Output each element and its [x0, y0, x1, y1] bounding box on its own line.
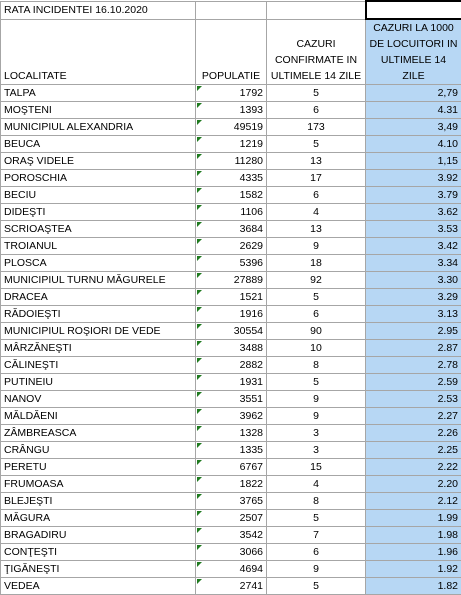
- cell-populatie[interactable]: [196, 204, 267, 221]
- cell-rata[interactable]: 3.29: [366, 289, 461, 306]
- cell-localitate[interactable]: MĂLDĂENI: [1, 408, 196, 425]
- cell-populatie-value: 3066: [240, 546, 263, 558]
- error-indicator-icon: [197, 460, 202, 465]
- cell-localitate[interactable]: MUNICIPIUL ALEXANDRIA: [1, 119, 196, 136]
- error-indicator-icon: [197, 307, 202, 312]
- cell-rata[interactable]: 1.92: [366, 561, 461, 578]
- error-indicator-icon: [197, 171, 202, 176]
- table-row: [1, 170, 461, 187]
- cell-rata[interactable]: 3.13: [366, 306, 461, 323]
- title-cell[interactable]: RATA INCIDENTEI 16.10.2020: [1, 1, 196, 19]
- error-indicator-icon: [197, 154, 202, 159]
- error-indicator-icon: [197, 239, 202, 244]
- cell-localitate[interactable]: MOŞTENI: [1, 102, 196, 119]
- cell-populatie[interactable]: [196, 136, 267, 153]
- cell-populatie[interactable]: [196, 510, 267, 527]
- cell-rata[interactable]: 3.79: [366, 187, 461, 204]
- cell-cazuri[interactable]: 5: [267, 578, 366, 595]
- cell-rata[interactable]: 3.62: [366, 204, 461, 221]
- cell-rata[interactable]: 1.96: [366, 544, 461, 561]
- cell-rata[interactable]: 2.87: [366, 340, 461, 357]
- table-row: [1, 323, 461, 340]
- cell-populatie-value: 3684: [240, 223, 263, 235]
- cell-cazuri[interactable]: 9: [267, 391, 366, 408]
- empty-cell[interactable]: [196, 1, 267, 19]
- selected-cell[interactable]: [366, 1, 461, 19]
- cell-cazuri[interactable]: 6: [267, 187, 366, 204]
- cell-rata[interactable]: 2.26: [366, 425, 461, 442]
- cell-rata[interactable]: 2.53: [366, 391, 461, 408]
- cell-cazuri[interactable]: 6: [267, 544, 366, 561]
- cell-localitate[interactable]: VEDEA: [1, 578, 196, 595]
- cell-populatie[interactable]: [196, 459, 267, 476]
- cell-rata[interactable]: 1.98: [366, 527, 461, 544]
- table-row: [1, 187, 461, 204]
- error-indicator-icon: [197, 324, 202, 329]
- cell-cazuri[interactable]: 5: [267, 289, 366, 306]
- cell-rata[interactable]: 2.12: [366, 493, 461, 510]
- error-indicator-icon: [197, 426, 202, 431]
- cell-localitate[interactable]: RĂDOIEŞTI: [1, 306, 196, 323]
- cell-localitate[interactable]: BRAGADIRU: [1, 527, 196, 544]
- cell-populatie-value: 2629: [240, 240, 263, 252]
- error-indicator-icon: [197, 103, 202, 108]
- cell-cazuri[interactable]: 13: [267, 153, 366, 170]
- cell-localitate[interactable]: CONŢEŞTI: [1, 544, 196, 561]
- error-indicator-icon: [197, 222, 202, 227]
- cell-populatie-value: 1335: [240, 444, 263, 456]
- cell-cazuri[interactable]: 15: [267, 459, 366, 476]
- cell-cazuri[interactable]: 92: [267, 272, 366, 289]
- cell-populatie-value: 1393: [240, 104, 263, 116]
- table-row: [1, 204, 461, 221]
- cell-cazuri[interactable]: 13: [267, 221, 366, 238]
- cell-populatie[interactable]: [196, 544, 267, 561]
- cell-rata[interactable]: 3.34: [366, 255, 461, 272]
- table-row: [1, 510, 461, 527]
- table-row: [1, 374, 461, 391]
- error-indicator-icon: [197, 86, 202, 91]
- table-row: [1, 459, 461, 476]
- table-row: [1, 391, 461, 408]
- cell-cazuri[interactable]: 3: [267, 442, 366, 459]
- cell-localitate[interactable]: MÂRZĂNEŞTI: [1, 340, 196, 357]
- empty-cell[interactable]: [267, 1, 366, 19]
- cell-populatie-value: 1328: [240, 427, 263, 439]
- cell-cazuri[interactable]: 90: [267, 323, 366, 340]
- cell-populatie[interactable]: [196, 85, 267, 102]
- cell-populatie-value: 5396: [240, 257, 263, 269]
- header-localitate[interactable]: LOCALITATE: [1, 19, 196, 85]
- cell-localitate[interactable]: PLOSCA: [1, 255, 196, 272]
- cell-rata[interactable]: 2.20: [366, 476, 461, 493]
- cell-localitate[interactable]: ORAŞ VIDELE: [1, 153, 196, 170]
- error-indicator-icon: [197, 358, 202, 363]
- cell-populatie-value: 1931: [240, 376, 263, 388]
- cell-populatie[interactable]: [196, 102, 267, 119]
- cell-populatie-value: 3488: [240, 342, 263, 354]
- cell-populatie[interactable]: [196, 255, 267, 272]
- table-row: [1, 357, 461, 374]
- cell-cazuri[interactable]: 8: [267, 357, 366, 374]
- error-indicator-icon: [197, 409, 202, 414]
- cell-localitate[interactable]: BLEJEŞTI: [1, 493, 196, 510]
- cell-populatie-value: 4694: [240, 563, 263, 575]
- error-indicator-icon: [197, 273, 202, 278]
- header-cazuri[interactable]: CAZURI CONFIRMATE IN ULTIMELE 14 ZILE: [267, 19, 366, 85]
- cell-rata[interactable]: 4.10: [366, 136, 461, 153]
- cell-cazuri[interactable]: 17: [267, 170, 366, 187]
- error-indicator-icon: [197, 477, 202, 482]
- cell-cazuri[interactable]: 6: [267, 306, 366, 323]
- cell-populatie-value: 11280: [235, 155, 263, 167]
- cell-rata[interactable]: 1.99: [366, 510, 461, 527]
- table-row: [1, 527, 461, 544]
- table-row: [1, 425, 461, 442]
- cell-cazuri[interactable]: 9: [267, 238, 366, 255]
- cell-cazuri[interactable]: 6: [267, 102, 366, 119]
- table-row: [1, 442, 461, 459]
- cell-cazuri[interactable]: 9: [267, 408, 366, 425]
- header-row: [1, 19, 461, 85]
- cell-populatie[interactable]: [196, 170, 267, 187]
- error-indicator-icon: [197, 137, 202, 142]
- cell-populatie[interactable]: [196, 187, 267, 204]
- error-indicator-icon: [197, 562, 202, 567]
- cell-populatie-value: 1916: [240, 308, 263, 320]
- cell-populatie-value: 2507: [240, 512, 263, 524]
- error-indicator-icon: [197, 188, 202, 193]
- cell-cazuri[interactable]: 8: [267, 493, 366, 510]
- table-row: [1, 85, 461, 102]
- title-row: [1, 1, 461, 19]
- table-row: [1, 272, 461, 289]
- table-row: [1, 561, 461, 578]
- cell-cazuri[interactable]: 10: [267, 340, 366, 357]
- cell-localitate[interactable]: DRACEA: [1, 289, 196, 306]
- table-row: [1, 238, 461, 255]
- header-populatie[interactable]: POPULATIE: [196, 19, 267, 85]
- cell-populatie[interactable]: [196, 374, 267, 391]
- error-indicator-icon: [197, 205, 202, 210]
- cell-rata[interactable]: 1,15: [366, 153, 461, 170]
- cell-populatie[interactable]: [196, 272, 267, 289]
- cell-populatie[interactable]: [196, 527, 267, 544]
- cell-populatie[interactable]: [196, 340, 267, 357]
- cell-rata[interactable]: 3.53: [366, 221, 461, 238]
- cell-rata[interactable]: 3.42: [366, 238, 461, 255]
- table-row: [1, 544, 461, 561]
- cell-rata[interactable]: 2.22: [366, 459, 461, 476]
- cell-populatie-value: 2882: [240, 359, 263, 371]
- table-row: [1, 289, 461, 306]
- cell-localitate[interactable]: BECIU: [1, 187, 196, 204]
- cell-rata[interactable]: 2.27: [366, 408, 461, 425]
- cell-localitate[interactable]: PERETU: [1, 459, 196, 476]
- cell-populatie[interactable]: [196, 306, 267, 323]
- error-indicator-icon: [197, 290, 202, 295]
- error-indicator-icon: [197, 511, 202, 516]
- cell-cazuri[interactable]: 5: [267, 374, 366, 391]
- cell-populatie-value: 2741: [240, 580, 263, 592]
- cell-cazuri[interactable]: 5: [267, 510, 366, 527]
- cell-populatie[interactable]: [196, 289, 267, 306]
- cell-populatie-value: 3765: [240, 495, 263, 507]
- cell-populatie[interactable]: [196, 153, 267, 170]
- error-indicator-icon: [197, 256, 202, 261]
- cell-rata[interactable]: 3,49: [366, 119, 461, 136]
- cell-cazuri[interactable]: 9: [267, 561, 366, 578]
- cell-populatie-value: 1521: [240, 291, 263, 303]
- cell-populatie[interactable]: [196, 323, 267, 340]
- table-row: [1, 119, 461, 136]
- table-row: [1, 493, 461, 510]
- cell-localitate[interactable]: CRÂNGU: [1, 442, 196, 459]
- cell-populatie[interactable]: [196, 408, 267, 425]
- cell-populatie[interactable]: [196, 493, 267, 510]
- error-indicator-icon: [197, 443, 202, 448]
- cell-rata[interactable]: 2.95: [366, 323, 461, 340]
- cell-populatie-value: 49519: [234, 121, 263, 133]
- table-row: [1, 340, 461, 357]
- cell-populatie-value: 3542: [240, 529, 263, 541]
- table-row: [1, 136, 461, 153]
- cell-populatie-value: 1822: [240, 478, 263, 490]
- cell-cazuri[interactable]: 173: [267, 119, 366, 136]
- cell-populatie-value: 1106: [240, 206, 263, 218]
- table-row: [1, 153, 461, 170]
- cell-cazuri[interactable]: 4: [267, 476, 366, 493]
- cell-localitate[interactable]: MĂGURA: [1, 510, 196, 527]
- table-row: [1, 221, 461, 238]
- table-row: [1, 255, 461, 272]
- cell-cazuri[interactable]: 3: [267, 425, 366, 442]
- error-indicator-icon: [197, 375, 202, 380]
- table-row: [1, 578, 461, 595]
- cell-localitate[interactable]: MUNICIPIUL ROŞIORI DE VEDE: [1, 323, 196, 340]
- cell-rata[interactable]: 2.59: [366, 374, 461, 391]
- cell-cazuri[interactable]: 5: [267, 136, 366, 153]
- cell-populatie[interactable]: [196, 476, 267, 493]
- cell-rata[interactable]: 2,79: [366, 85, 461, 102]
- error-indicator-icon: [197, 392, 202, 397]
- cell-rata[interactable]: 3.30: [366, 272, 461, 289]
- table-row: [1, 408, 461, 425]
- cell-localitate[interactable]: NANOV: [1, 391, 196, 408]
- cell-localitate[interactable]: TALPA: [1, 85, 196, 102]
- cell-localitate[interactable]: PUTINEIU: [1, 374, 196, 391]
- cell-localitate[interactable]: ZÂMBREASCA: [1, 425, 196, 442]
- error-indicator-icon: [197, 494, 202, 499]
- cell-populatie-value: 3551: [240, 393, 263, 405]
- cell-populatie[interactable]: [196, 425, 267, 442]
- cell-populatie[interactable]: [196, 561, 267, 578]
- cell-cazuri[interactable]: 18: [267, 255, 366, 272]
- cell-populatie[interactable]: [196, 357, 267, 374]
- cell-rata[interactable]: 4.31: [366, 102, 461, 119]
- cell-populatie-value: 1792: [240, 87, 263, 99]
- cell-localitate[interactable]: DIDEŞTI: [1, 204, 196, 221]
- cell-populatie[interactable]: [196, 442, 267, 459]
- table-row: [1, 306, 461, 323]
- cell-populatie-value: 1582: [240, 189, 263, 201]
- cell-localitate[interactable]: SCRIOAŞTEA: [1, 221, 196, 238]
- cell-localitate[interactable]: FRUMOASA: [1, 476, 196, 493]
- cell-populatie-value: 27889: [234, 274, 263, 286]
- cell-rata[interactable]: 2.25: [366, 442, 461, 459]
- error-indicator-icon: [197, 120, 202, 125]
- cell-populatie[interactable]: [196, 578, 267, 595]
- table-row: [1, 102, 461, 119]
- cell-rata[interactable]: 1.82: [366, 578, 461, 595]
- cell-localitate[interactable]: ŢIGĂNEŞTI: [1, 561, 196, 578]
- cell-localitate[interactable]: TROIANUL: [1, 238, 196, 255]
- error-indicator-icon: [197, 528, 202, 533]
- table-row: [1, 476, 461, 493]
- cell-cazuri[interactable]: 4: [267, 204, 366, 221]
- error-indicator-icon: [197, 341, 202, 346]
- cell-populatie[interactable]: [196, 221, 267, 238]
- header-rata[interactable]: CAZURI LA 1000 DE LOCUITORI IN ULTIMELE 14 ZILE: [366, 19, 461, 85]
- cell-localitate[interactable]: POROSCHIA: [1, 170, 196, 187]
- cell-rata[interactable]: 3.92: [366, 170, 461, 187]
- cell-rata[interactable]: 2.78: [366, 357, 461, 374]
- cell-populatie-value: 6767: [240, 461, 263, 473]
- cell-localitate[interactable]: CĂLINEŞTI: [1, 357, 196, 374]
- cell-populatie-value: 1219: [240, 138, 263, 150]
- cell-populatie[interactable]: [196, 238, 267, 255]
- cell-localitate[interactable]: MUNICIPIUL TURNU MĂGURELE: [1, 272, 196, 289]
- cell-populatie[interactable]: [196, 119, 267, 136]
- error-indicator-icon: [197, 545, 202, 550]
- cell-localitate[interactable]: BEUCA: [1, 136, 196, 153]
- cell-cazuri[interactable]: 5: [267, 85, 366, 102]
- cell-populatie[interactable]: [196, 391, 267, 408]
- cell-populatie-value: 3962: [240, 410, 263, 422]
- cell-populatie-value: 30554: [234, 325, 263, 337]
- cell-cazuri[interactable]: 7: [267, 527, 366, 544]
- cell-populatie-value: 4335: [240, 172, 263, 184]
